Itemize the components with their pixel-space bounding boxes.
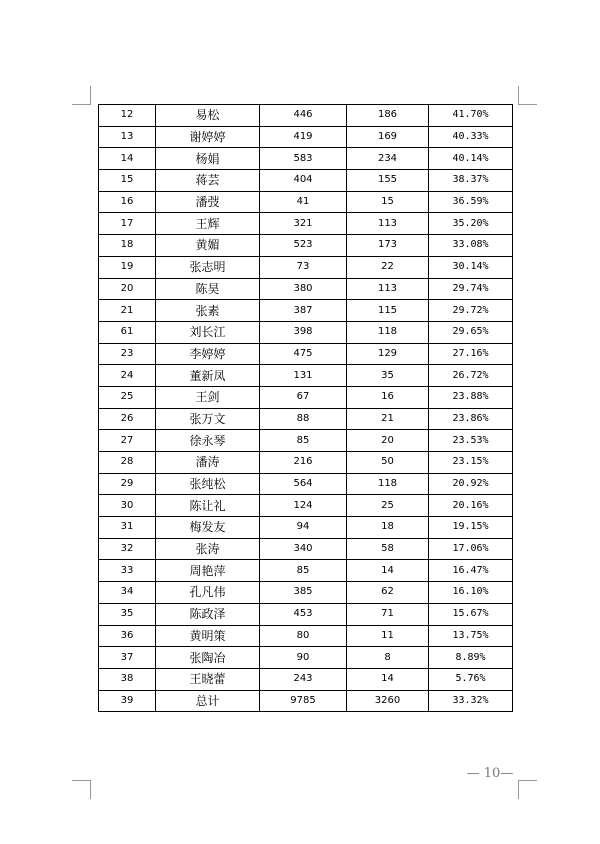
cell-value-a: 80 [260, 625, 347, 647]
cell-percentage: 36.59% [429, 191, 513, 213]
table-row [99, 408, 513, 430]
crop-mark-top-left [72, 86, 91, 105]
cell-number: 36 [99, 625, 156, 647]
table-row [99, 213, 513, 235]
cell-value-a: 385 [260, 582, 347, 604]
table-row [99, 386, 513, 408]
cell-number: 12 [99, 105, 156, 127]
table-row [99, 647, 513, 669]
cell-value-b: 35 [347, 365, 429, 387]
table-row [99, 473, 513, 495]
cell-name: 孔凡伟 [156, 582, 260, 604]
table-row [99, 560, 513, 582]
cell-percentage: 27.16% [429, 343, 513, 365]
cell-value-b: 3260 [347, 690, 429, 712]
cell-name: 董新凤 [156, 365, 260, 387]
cell-number: 20 [99, 278, 156, 300]
cell-value-b: 14 [347, 560, 429, 582]
cell-number: 23 [99, 343, 156, 365]
cell-value-a: 404 [260, 170, 347, 192]
table-row [99, 321, 513, 343]
table-row [99, 300, 513, 322]
cell-value-a: 94 [260, 517, 347, 539]
cell-value-a: 85 [260, 430, 347, 452]
cell-name: 张陶冶 [156, 647, 260, 669]
cell-number: 34 [99, 582, 156, 604]
cell-value-a: 85 [260, 560, 347, 582]
cell-value-b: 22 [347, 256, 429, 278]
cell-value-a: 9785 [260, 690, 347, 712]
cell-number: 21 [99, 300, 156, 322]
table-row [99, 256, 513, 278]
cell-value-a: 564 [260, 473, 347, 495]
cell-name: 张涛 [156, 538, 260, 560]
cell-number: 27 [99, 430, 156, 452]
cell-value-b: 25 [347, 495, 429, 517]
cell-number: 35 [99, 603, 156, 625]
cell-value-b: 113 [347, 213, 429, 235]
cell-percentage: 41.70% [429, 105, 513, 127]
cell-percentage: 17.06% [429, 538, 513, 560]
cell-number: 28 [99, 452, 156, 474]
cell-name: 张万文 [156, 408, 260, 430]
cell-percentage: 23.86% [429, 408, 513, 430]
table-row [99, 430, 513, 452]
cell-value-b: 18 [347, 517, 429, 539]
cell-value-b: 234 [347, 148, 429, 170]
cell-value-a: 90 [260, 647, 347, 669]
cell-percentage: 8.89% [429, 647, 513, 669]
cell-number: 33 [99, 560, 156, 582]
cell-percentage: 29.74% [429, 278, 513, 300]
cell-percentage: 23.53% [429, 430, 513, 452]
cell-value-b: 118 [347, 473, 429, 495]
cell-number: 32 [99, 538, 156, 560]
cell-value-a: 88 [260, 408, 347, 430]
cell-name: 徐永琴 [156, 430, 260, 452]
table-row [99, 170, 513, 192]
cell-value-b: 15 [347, 191, 429, 213]
cell-percentage: 23.15% [429, 452, 513, 474]
cell-name: 李婷婷 [156, 343, 260, 365]
cell-number: 14 [99, 148, 156, 170]
crop-mark-top-right [518, 86, 537, 105]
cell-value-a: 340 [260, 538, 347, 560]
cell-percentage: 16.47% [429, 560, 513, 582]
cell-number: 25 [99, 386, 156, 408]
cell-name: 潘涛 [156, 452, 260, 474]
cell-name: 陈政泽 [156, 603, 260, 625]
cell-value-b: 169 [347, 126, 429, 148]
table-row [99, 603, 513, 625]
cell-percentage: 29.72% [429, 300, 513, 322]
cell-value-a: 583 [260, 148, 347, 170]
cell-number: 13 [99, 126, 156, 148]
cell-value-b: 8 [347, 647, 429, 669]
cell-number: 39 [99, 690, 156, 712]
cell-percentage: 13.75% [429, 625, 513, 647]
cell-name: 周艳萍 [156, 560, 260, 582]
cell-name: 梅发友 [156, 517, 260, 539]
cell-value-a: 453 [260, 603, 347, 625]
cell-value-a: 446 [260, 105, 347, 127]
cell-value-a: 398 [260, 321, 347, 343]
cell-number: 31 [99, 517, 156, 539]
cell-percentage: 30.14% [429, 256, 513, 278]
cell-name: 张纯松 [156, 473, 260, 495]
cell-name: 王剑 [156, 386, 260, 408]
cell-name: 杨娟 [156, 148, 260, 170]
table-row [99, 343, 513, 365]
table-row [99, 235, 513, 257]
cell-value-a: 321 [260, 213, 347, 235]
cell-value-b: 113 [347, 278, 429, 300]
cell-value-b: 11 [347, 625, 429, 647]
table-row [99, 191, 513, 213]
cell-number: 61 [99, 321, 156, 343]
cell-value-b: 115 [347, 300, 429, 322]
cell-percentage: 20.16% [429, 495, 513, 517]
page-number: — 10— [466, 766, 514, 781]
cell-name: 黄明策 [156, 625, 260, 647]
cell-value-a: 475 [260, 343, 347, 365]
cell-name: 王辉 [156, 213, 260, 235]
cell-percentage: 38.37% [429, 170, 513, 192]
cell-percentage: 35.20% [429, 213, 513, 235]
cell-percentage: 29.65% [429, 321, 513, 343]
cell-name: 陈昊 [156, 278, 260, 300]
cell-value-b: 21 [347, 408, 429, 430]
cell-percentage: 19.15% [429, 517, 513, 539]
table-body [99, 105, 513, 712]
cell-value-b: 71 [347, 603, 429, 625]
cell-name: 谢婷婷 [156, 126, 260, 148]
cell-value-a: 523 [260, 235, 347, 257]
table-row [99, 538, 513, 560]
cell-value-a: 131 [260, 365, 347, 387]
cell-value-a: 419 [260, 126, 347, 148]
cell-value-a: 380 [260, 278, 347, 300]
cell-value-b: 20 [347, 430, 429, 452]
cell-value-b: 173 [347, 235, 429, 257]
crop-mark-bottom-left [72, 780, 91, 799]
cell-value-a: 387 [260, 300, 347, 322]
cell-number: 15 [99, 170, 156, 192]
cell-name: 张素 [156, 300, 260, 322]
cell-value-b: 155 [347, 170, 429, 192]
cell-value-b: 14 [347, 668, 429, 690]
cell-number: 30 [99, 495, 156, 517]
cell-value-a: 41 [260, 191, 347, 213]
cell-percentage: 20.92% [429, 473, 513, 495]
cell-percentage: 33.08% [429, 235, 513, 257]
cell-number: 18 [99, 235, 156, 257]
cell-value-a: 67 [260, 386, 347, 408]
cell-value-a: 243 [260, 668, 347, 690]
cell-number: 19 [99, 256, 156, 278]
cell-name: 张志明 [156, 256, 260, 278]
cell-name: 刘长江 [156, 321, 260, 343]
cell-number: 24 [99, 365, 156, 387]
table-row [99, 668, 513, 690]
table-row [99, 365, 513, 387]
cell-percentage: 15.67% [429, 603, 513, 625]
table-row [99, 148, 513, 170]
cell-name: 总计 [156, 690, 260, 712]
cell-value-b: 16 [347, 386, 429, 408]
cell-value-b: 129 [347, 343, 429, 365]
cell-value-b: 50 [347, 452, 429, 474]
table-row [99, 582, 513, 604]
cell-name: 陈让礼 [156, 495, 260, 517]
cell-name: 易松 [156, 105, 260, 127]
cell-number: 37 [99, 647, 156, 669]
table-row [99, 452, 513, 474]
cell-percentage: 26.72% [429, 365, 513, 387]
crop-mark-bottom-right [518, 780, 537, 799]
cell-value-a: 216 [260, 452, 347, 474]
cell-number: 38 [99, 668, 156, 690]
cell-number: 17 [99, 213, 156, 235]
cell-number: 29 [99, 473, 156, 495]
table-row [99, 278, 513, 300]
cell-name: 潘弢 [156, 191, 260, 213]
table-row [99, 517, 513, 539]
cell-percentage: 33.32% [429, 690, 513, 712]
table-row [99, 126, 513, 148]
cell-name: 黄媚 [156, 235, 260, 257]
data-table [98, 104, 513, 712]
cell-percentage: 40.14% [429, 148, 513, 170]
table-row [99, 625, 513, 647]
cell-value-a: 124 [260, 495, 347, 517]
cell-number: 16 [99, 191, 156, 213]
cell-value-b: 62 [347, 582, 429, 604]
cell-value-b: 186 [347, 105, 429, 127]
cell-percentage: 23.88% [429, 386, 513, 408]
cell-name: 蒋芸 [156, 170, 260, 192]
table-row [99, 105, 513, 127]
cell-value-b: 58 [347, 538, 429, 560]
cell-value-a: 73 [260, 256, 347, 278]
cell-percentage: 16.10% [429, 582, 513, 604]
cell-name: 王晓蕾 [156, 668, 260, 690]
cell-percentage: 40.33% [429, 126, 513, 148]
cell-value-b: 118 [347, 321, 429, 343]
table-row [99, 495, 513, 517]
cell-number: 26 [99, 408, 156, 430]
cell-percentage: 5.76% [429, 668, 513, 690]
table-row [99, 690, 513, 712]
